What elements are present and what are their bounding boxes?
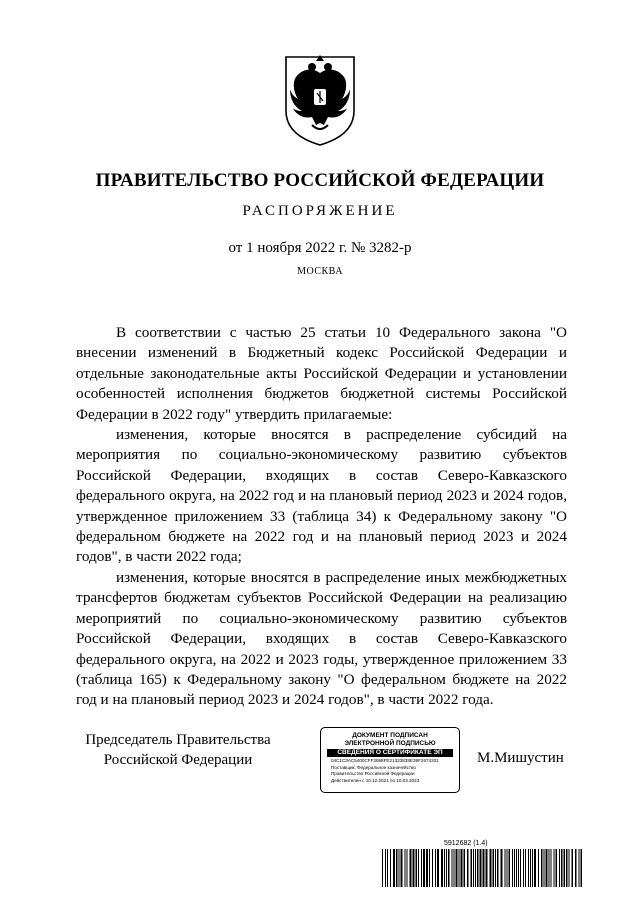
stamp-line-1: ДОКУМЕНТ ПОДПИСАН: [352, 732, 428, 739]
paragraph-3: изменения, которые вносятся в распределение иных межбюджетных трансфертов бюджетам субъектов Российской Федерации на реализацию мероприятий по социально-экономическому развитию субъектов Российской Федерации, входящих в состав Северо-Кавказского федерального округа, на 2022 и 2023 годы, утвержденное приложением 33 (таблица 165) к Федеральному закону "О федеральном бюджете на 2022 год и на плановый период 2023 и 2024 годов", в части 2022 года.: [76, 568, 567, 709]
barcode-icon: [382, 849, 582, 887]
position-line-1: Председатель Правительства: [85, 732, 271, 748]
signatory-name: М.Мишустин: [477, 750, 564, 766]
paragraph-1: В соответствии с частью 25 статьи 10 Федерального закона "О внесении изменений в Бюджетный кодекс Российской Федерации и отдельные законодательные акты Российской Федерации и установлении особенностей исполнения бюджетов бюджетной системы Российской Федерации в 2022 году" утвердить прилагаемые:: [76, 324, 567, 423]
stamp-issuer-2: Правительство Российской Федерации: [331, 771, 415, 776]
electronic-signature-stamp: [320, 727, 460, 793]
document-date-number: от 1 ноября 2022 г. № 3282-р: [228, 240, 412, 256]
stamp-line-2: ЭЛЕКТРОННОЙ ПОДПИСЬЮ: [344, 740, 436, 747]
document-city: МОСКВА: [297, 266, 343, 277]
barcode-number: 5912682 (1.4): [444, 840, 488, 847]
government-title: ПРАВИТЕЛЬСТВО РОССИЙСКОЙ ФЕДЕРАЦИИ: [95, 170, 545, 191]
stamp-issuer-1: Поставщик: Федеральное казначейство: [331, 764, 416, 770]
document-body: [76, 323, 567, 711]
stamp-serial: 04C1C3AC5400CFF3698FE21333838E39F2674201: [331, 758, 439, 763]
position-line-2: Российской Федерации: [103, 752, 253, 768]
document-type: РАСПОРЯЖЕНИЕ: [242, 203, 398, 219]
stamp-validity: Действителен с 10.12.2021 по 10.03.2023: [331, 777, 420, 783]
stamp-header: СВЕДЕНИЯ О СЕРТИФИКАТЕ ЭП: [327, 749, 453, 757]
coat-of-arms-icon: [282, 53, 358, 147]
paragraph-2: изменения, которые вносятся в распределение субсидий на мероприятия по социально-экономическому развитию субъектов Российской Федерации, входящих в состав Северо-Кавказского федерального округа, на 2022 год и на плановый период 2023 и 2024 годов, утвержденное приложением 33 (таблица 34) к Федеральному закону "О федеральном бюджете на 2022 год и на плановый период 2023 и 2024 годов", в части 2022 года;: [76, 426, 567, 566]
signatory-position: [78, 730, 278, 770]
